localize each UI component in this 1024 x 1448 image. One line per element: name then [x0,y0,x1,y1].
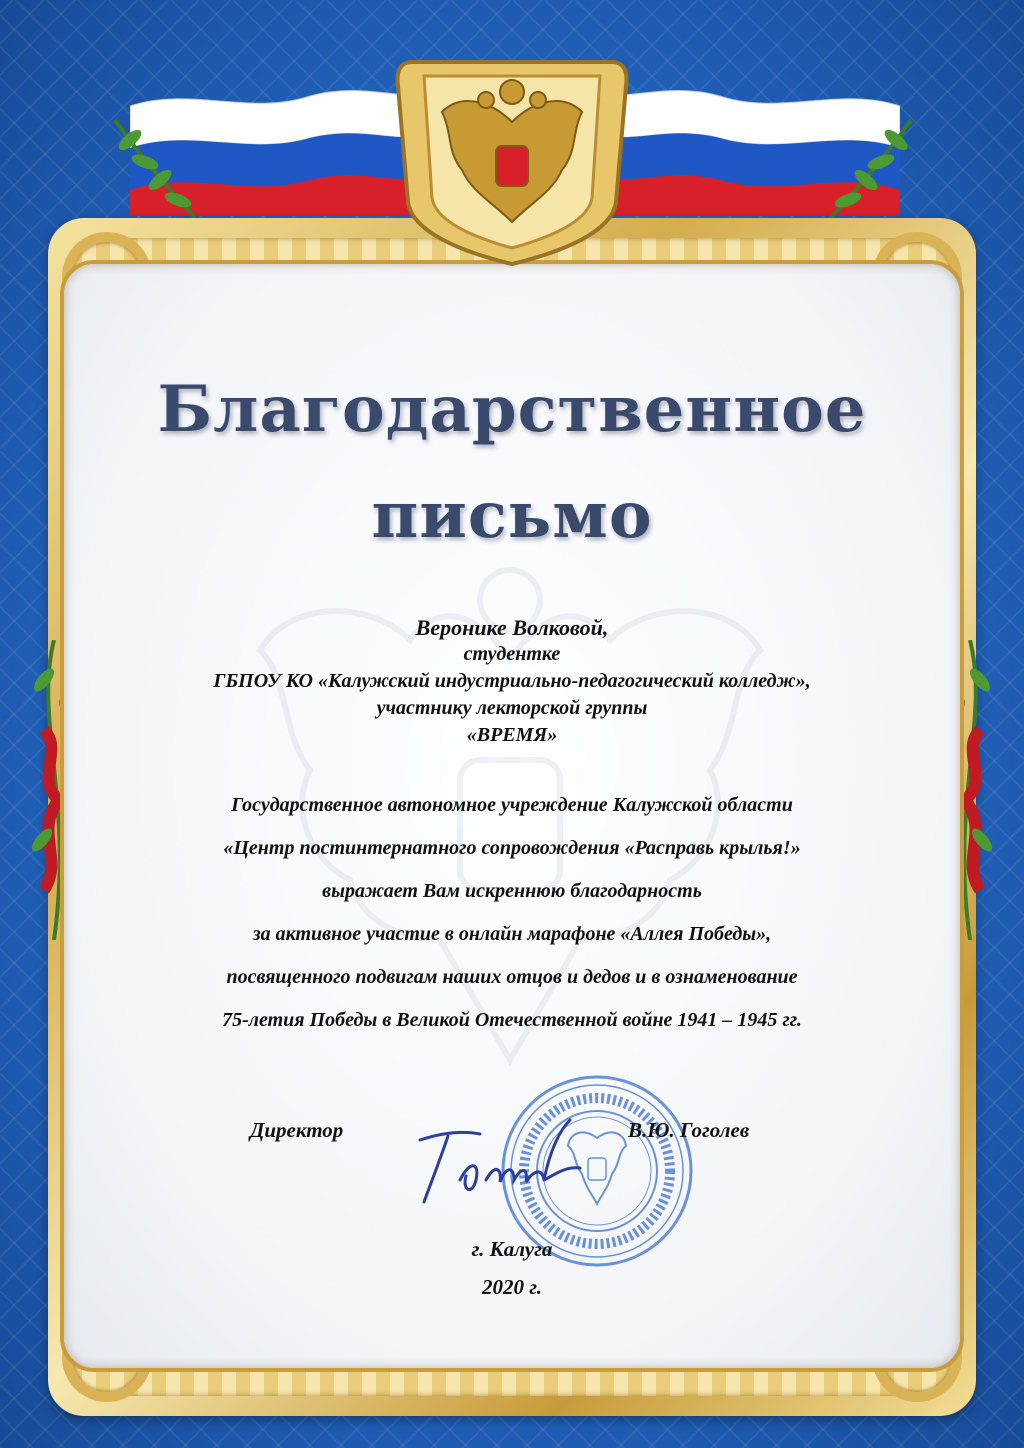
body-line: «Центр постинтернатного сопровождения «Расправь крылья!» [223,837,801,859]
document-title-line1: Благодарственное [157,372,867,447]
handwritten-signature-icon [410,1110,600,1210]
place-and-date [64,1230,960,1306]
body-line: посвященного подвигам наших отцов и дедов и в ознаменование [226,966,798,988]
coat-of-arms-emblem-icon [392,52,632,268]
signatory-name: В.Ю. Гоголев [628,1118,750,1142]
gratitude-body [64,784,960,1042]
signatory-title: Директор [250,1118,344,1142]
recipient-institution: ГБПОУ КО «Калужский индустриально-педагогический колледж», [213,670,811,692]
body-line: 75-летия Победы в Великой Отечественной войне 1941 – 1945 гг. [222,1009,802,1031]
body-line: Государственное автономное учреждение Калужской области [231,794,793,816]
recipient-role: студентке [463,643,561,665]
recipient-name: Веронике Волковой, [415,615,609,640]
recipient-block [64,614,960,749]
city: г. Калуга [471,1237,553,1261]
body-line: выражает Вам искреннюю благодарность [322,880,702,902]
body-line: за активное участие в онлайн марафоне «Аллея Победы», [252,923,772,945]
recipient-group-name: «ВРЕМЯ» [466,724,558,746]
year: 2020 г. [482,1275,542,1299]
document-title-line2: письмо [371,478,653,553]
recipient-group: участнику лекторской группы [376,697,648,719]
